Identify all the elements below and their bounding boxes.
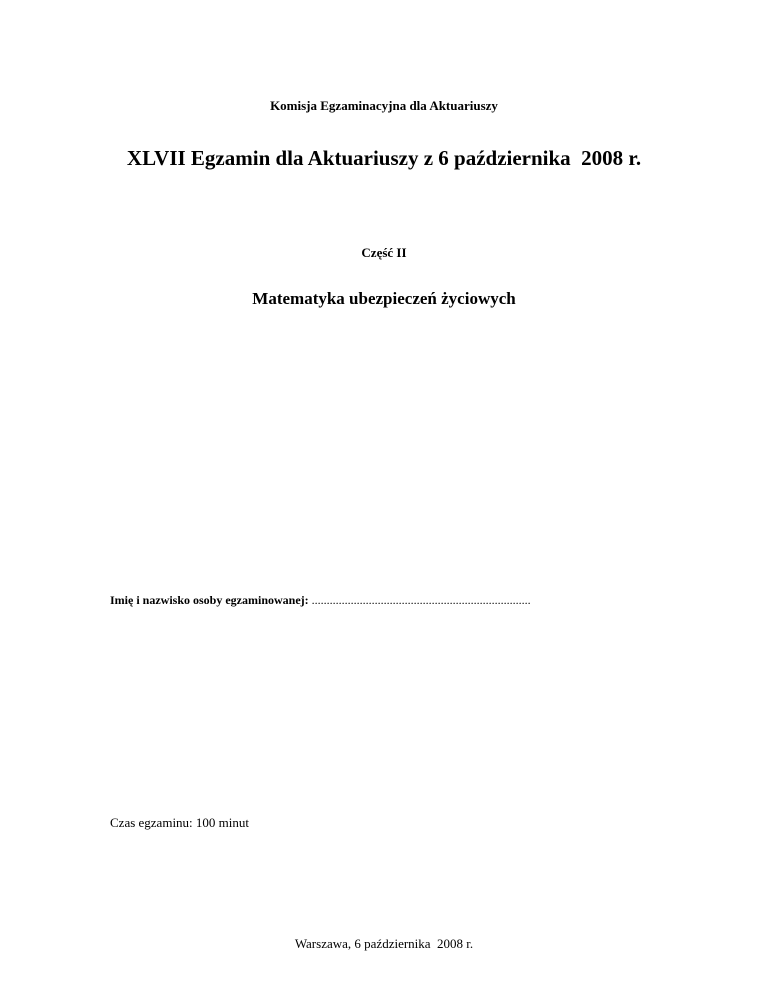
footer-place-date: Warszawa, 6 października 2008 r. [294,936,474,951]
candidate-name-field: ......................................................................... [308,593,531,607]
subject-title: Matematyka ubezpieczeń życiowych [252,289,516,308]
committee-name: Komisja Egzaminacyjna dla Aktuariuszy [270,98,498,113]
exam-title: XLVII Egzamin dla Aktuariuszy z 6 października 2008 r. [126,146,642,170]
candidate-name-line [110,593,531,608]
exam-duration: Czas egzaminu: 100 minut [110,815,250,830]
candidate-name-label: Imię i nazwisko osoby egzaminowanej: [110,593,309,607]
part-label: Część II [361,245,407,260]
